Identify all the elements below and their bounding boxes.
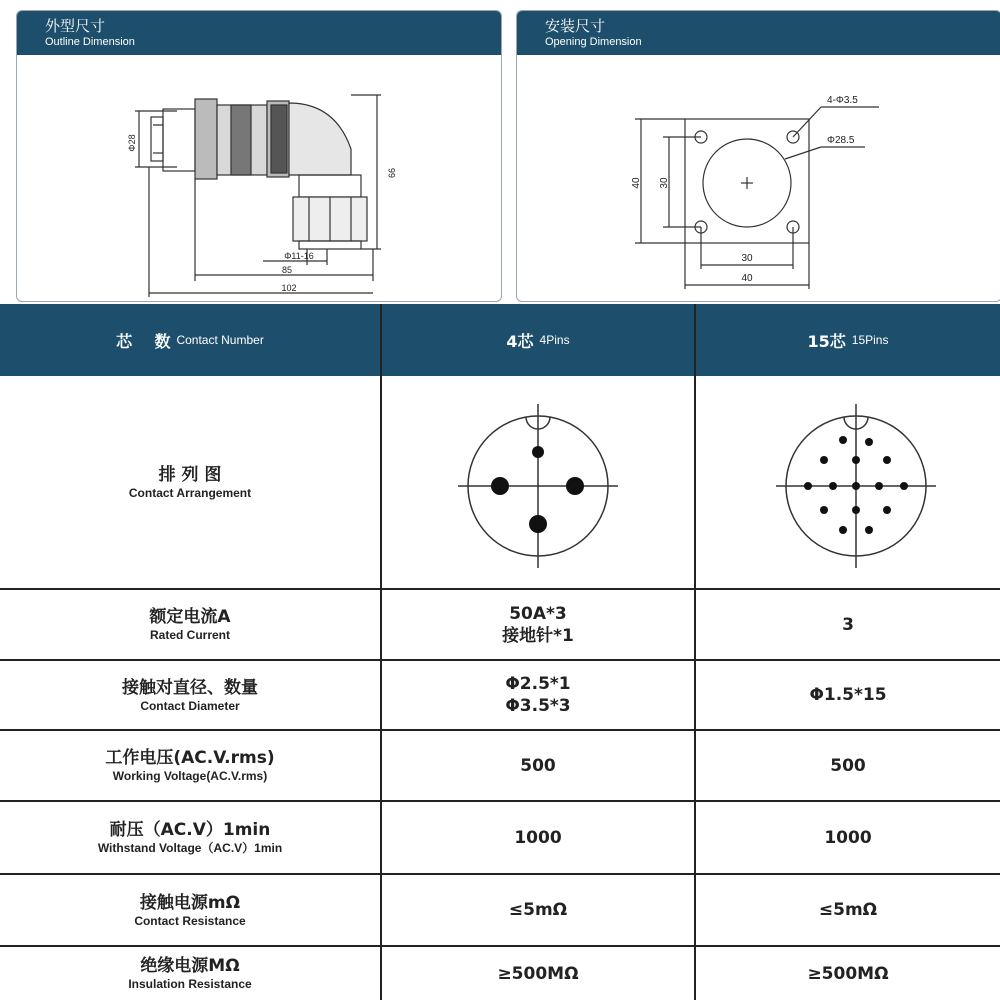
header-col1-cn: 芯 数 [116,331,171,351]
label-en: Contact Diameter [140,698,240,713]
value-withstand-voltage-15pins [696,802,1000,873]
value-line: ≤5mΩ [818,900,878,920]
label-en: Working Voltage(AC.V.rms) [112,769,268,783]
value-line: Φ3.5*3 [505,696,571,716]
value-line: 500 [830,755,866,776]
value-rated-current-4pins [382,590,694,659]
dim-phi28-label: Φ28 [127,134,137,152]
header-15pins [696,304,1000,376]
dim-85-label: 85 [281,265,293,275]
label-contact-resistance [0,875,380,945]
value-line: 3 [842,614,854,635]
outline-panel-header [17,11,501,55]
value-rated-current-15pins [696,590,1000,659]
dim-bore-label: Φ28.5 [827,135,855,146]
label-en: Contact Arrangement [128,485,252,500]
pin-layout-15pins [766,404,946,574]
value-line: 50A*3 [509,603,567,624]
header-col2-en: 4Pins [539,333,570,347]
value-line: 500 [520,755,556,776]
dim-phi11-16-label: Φ11-16 [284,251,314,261]
label-cn: 耐压（AC.V）1min [109,820,271,840]
value-insulation-resistance-4pins [382,947,694,1000]
opening-title-cn: 安装尺寸 [545,17,606,35]
value-line: ≥500MΩ [497,963,579,984]
value-contact-diameter-4pins [382,661,694,729]
label-en: Contact Resistance [134,913,246,928]
label-en: Withstand Voltage（AC.V）1min [97,841,283,855]
outline-drawing [17,55,501,301]
header-4pins [382,304,694,376]
value-line: 1000 [514,827,562,848]
label-cn: 接触电源mΩ [139,892,241,913]
opening-drawing [517,55,1000,301]
label-en: Rated Current [149,628,230,642]
header-col1-en: Contact Number [176,333,264,347]
label-cn: 绝缘电源MΩ [140,956,240,976]
value-working-voltage-15pins [696,731,1000,800]
opening-title-en: Opening Dimension [545,36,642,48]
value-line: 接地针*1 [502,625,574,646]
header-col3-en: 15Pins [851,333,889,347]
label-insulation-resistance [0,947,380,1000]
label-working-voltage [0,731,380,800]
label-withstand-voltage [0,802,380,873]
value-contact-resistance-4pins [382,875,694,945]
opening-panel-header [517,11,1000,55]
header-col2-cn: 4芯 [506,331,534,351]
value-line: Φ1.5*15 [809,685,887,705]
label-cn: 排 列 图 [158,464,222,485]
outline-title-en: Outline Dimension [45,36,135,48]
opening-dimension-panel [516,10,1000,302]
dim-holes-label: 4-Φ3.5 [827,95,858,106]
dim-66-label: 66 [387,167,397,179]
label-cn: 额定电流A [149,607,231,627]
pin-layout-4pins [448,404,628,574]
value-contact-resistance-15pins [696,875,1000,945]
value-contact-diameter-15pins [696,661,1000,729]
header-col3-cn: 15芯 [807,331,846,351]
label-cn: 工作电压(AC.V.rms) [105,748,275,768]
dim-w30-label: 30 [741,253,753,264]
value-line: 1000 [824,827,872,848]
dim-h30-label: 30 [659,177,670,189]
label-en: Insulation Resistance [128,977,252,991]
value-line: ≥500MΩ [807,963,889,984]
value-line: ≤5mΩ [508,900,568,920]
dim-w40-label: 40 [741,273,753,284]
dim-102-label: 102 [281,283,297,293]
value-withstand-voltage-4pins [382,802,694,873]
value-line: Φ2.5*1 [505,674,571,694]
value-insulation-resistance-15pins [696,947,1000,1000]
label-contact-diameter [0,661,380,729]
outline-dimension-panel [16,10,502,302]
label-rated-current [0,590,380,659]
spec-table [0,304,1000,1000]
outline-title-cn: 外型尺寸 [45,17,106,35]
header-contact-number [0,304,380,376]
label-contact-arrangement [0,376,380,588]
dim-h40-label: 40 [631,177,642,189]
label-cn: 接触对直径、数量 [122,677,258,698]
value-working-voltage-4pins [382,731,694,800]
